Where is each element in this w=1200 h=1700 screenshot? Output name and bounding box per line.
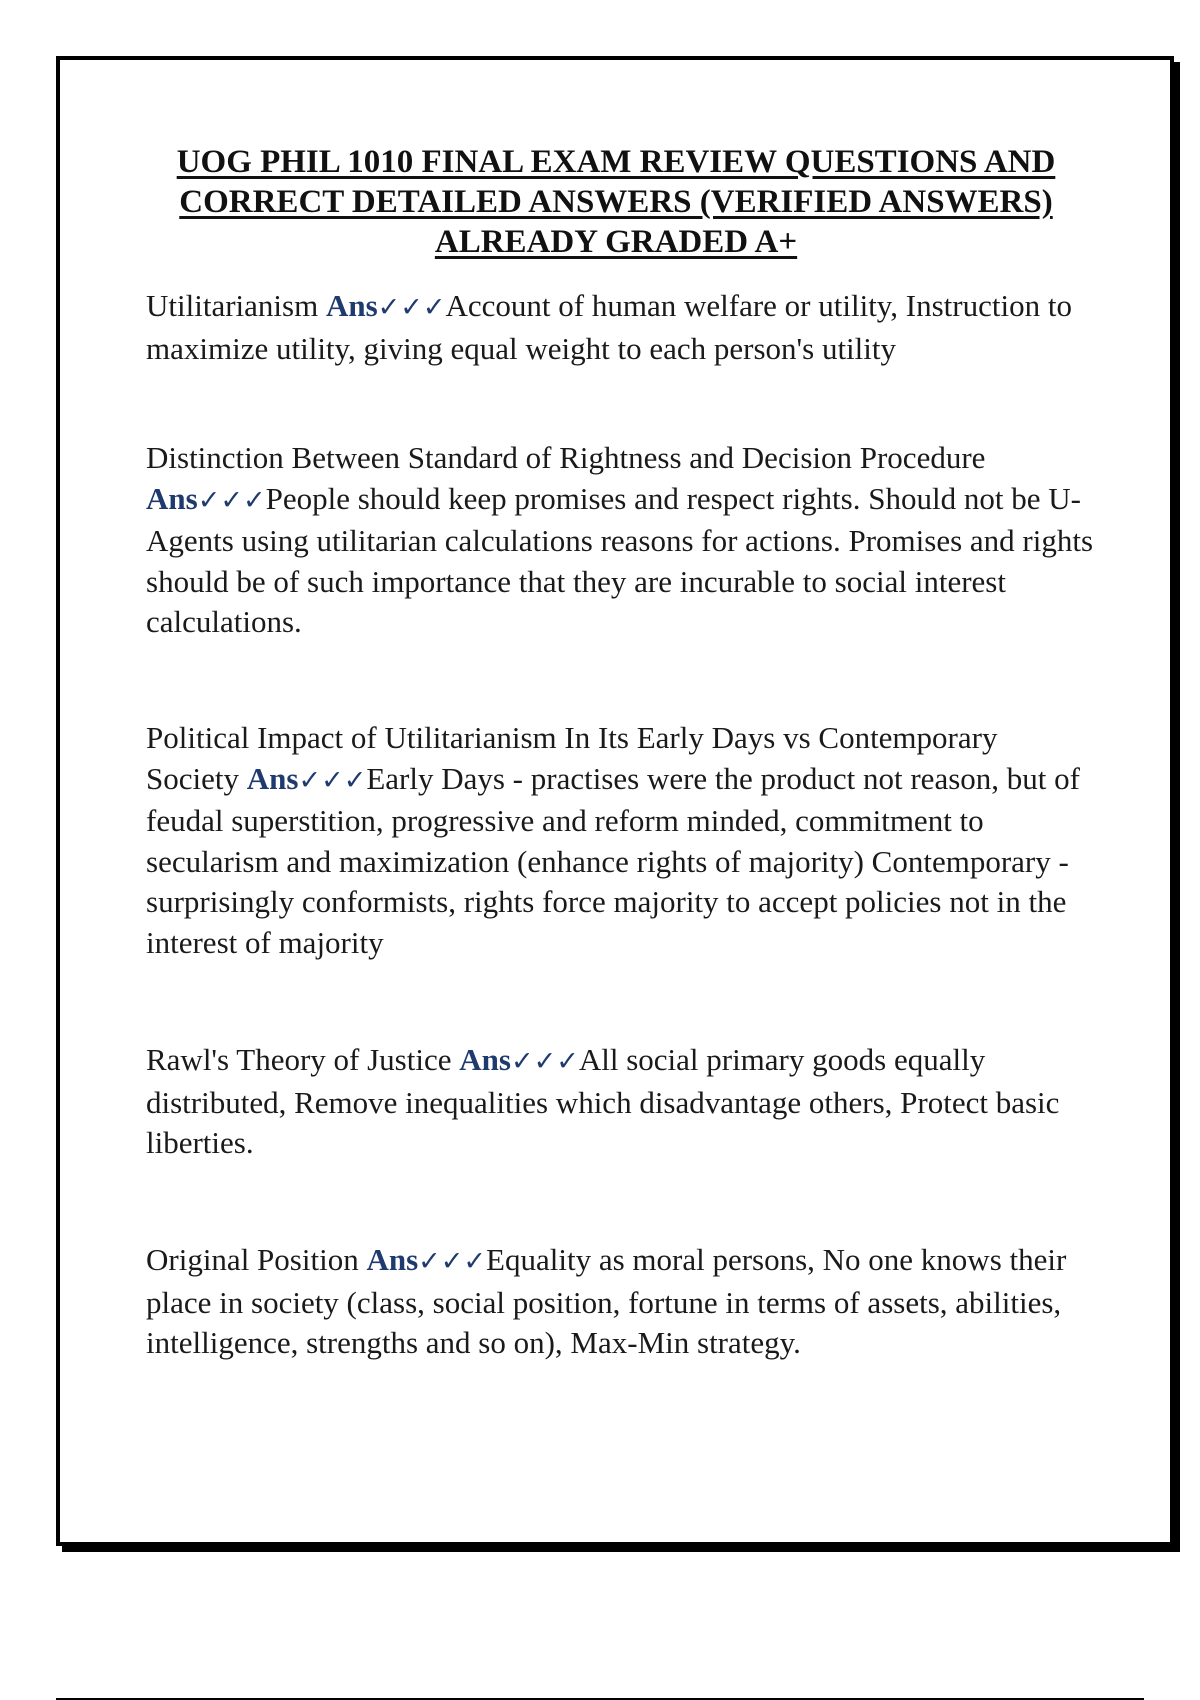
qa-entry-utilitarianism xyxy=(146,286,1096,369)
check-marks-icon: ✓✓✓ xyxy=(377,292,446,323)
answer: All social primary goods equally distributed, Remove inequalities which disadvantage others, Protect basic liberties. xyxy=(146,1042,1060,1160)
term: Utilitarianism xyxy=(146,288,319,323)
term: Distinction Between Standard of Rightness and Decision Procedure xyxy=(146,440,986,475)
qa-entry-distinction xyxy=(146,438,1096,643)
qa-entry-political-impact xyxy=(146,718,1096,963)
ans-label: Ans xyxy=(146,480,198,516)
check-marks-icon: ✓✓✓ xyxy=(298,764,367,796)
qa-entry-original-position xyxy=(146,1240,1096,1364)
check-marks-icon: ✓✓✓ xyxy=(197,484,266,516)
term: Original Position xyxy=(146,1242,359,1277)
answer: Account of human welfare or utility, Instruction to maximize utility, giving equal weight to each person's utility xyxy=(146,288,1072,366)
qa-entry-rawls-theory xyxy=(146,1040,1096,1164)
term: Political Impact of Utilitarianism In Its Early Days vs Contemporary Society xyxy=(146,720,998,796)
answer: Early Days - practises were the product not reason, but of feudal superstition, progressive and reform minded, commitment to secularism and maximization (enhance rights of majority) Contemporary - surprisingly conformists, rights force majority to accept policies not in the interest of majority xyxy=(146,760,1080,960)
ans-label: Ans xyxy=(366,1242,419,1277)
check-marks-icon: ✓✓✓ xyxy=(510,1046,579,1077)
check-marks-icon: ✓✓✓ xyxy=(418,1246,487,1277)
document-title: UOG PHIL 1010 FINAL EXAM REVIEW QUESTIONS AND CORRECT DETAILED ANSWERS (VERIFIED ANSWERS) ALREADY GRADED A+ xyxy=(176,144,1056,260)
ans-label: Ans xyxy=(459,1042,511,1077)
answer: Equality as moral persons, No one knows their place in society (class, social position, fortune in terms of assets, abilities, intelligence, strengths and so on), Max-Min strategy. xyxy=(146,1242,1067,1360)
term: Rawl's Theory of Justice xyxy=(146,1042,452,1077)
answer: People should keep promises and respect rights. Should not be U-Agents using utilitarian calculations reasons for actions. Promises and rights should be of such importance that they are incurable to social interest calculations. xyxy=(146,480,1094,639)
ans-label: Ans xyxy=(246,760,299,796)
ans-label: Ans xyxy=(325,288,378,323)
